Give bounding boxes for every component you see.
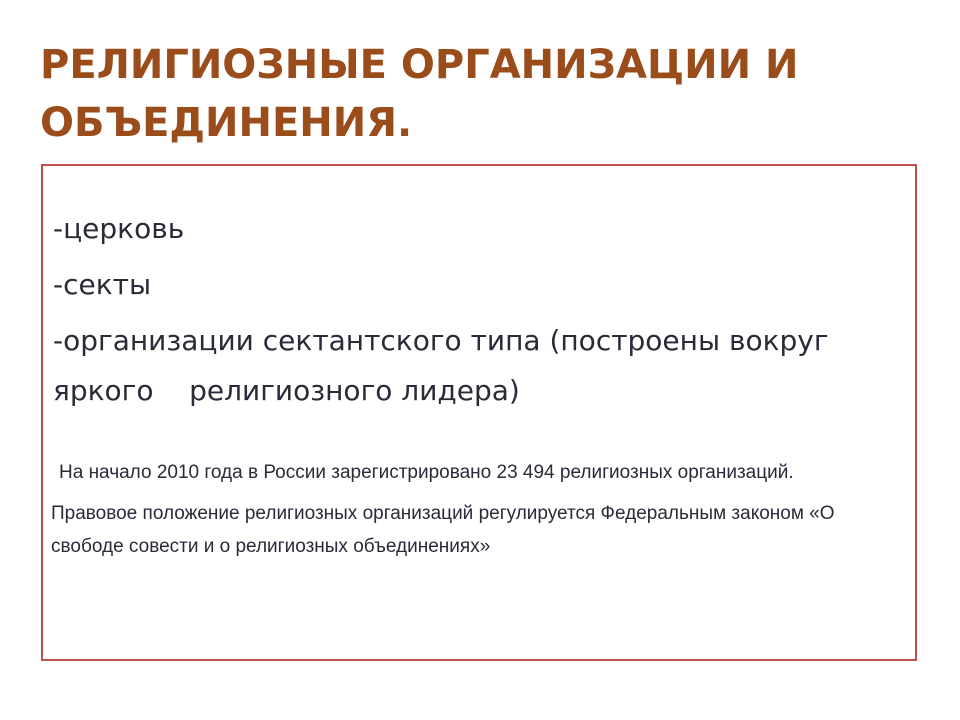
slide-title: РЕЛИГИОЗНЫЕ ОРГАНИЗАЦИИ И ОБЪЕДИНЕНИЯ. — [40, 42, 799, 146]
list-item-sects: -секты — [53, 268, 152, 301]
legal-status-note: Правовое положение религиозных организаций регулируется Федеральным законом «О свободе совести и о религиозных объединениях» — [51, 503, 835, 557]
list-item-church: -церковь — [53, 212, 185, 245]
organization-types-list — [53, 204, 893, 422]
content-box — [41, 164, 917, 661]
list-item-sectarian-organizations: -организации сектантского типа (построены вокруг яркого религиозного лидера) — [53, 324, 838, 407]
registered-count-note: На начало 2010 года в России зарегистрировано 23 494 религиозных организаций. — [59, 462, 794, 483]
notes — [51, 456, 881, 571]
